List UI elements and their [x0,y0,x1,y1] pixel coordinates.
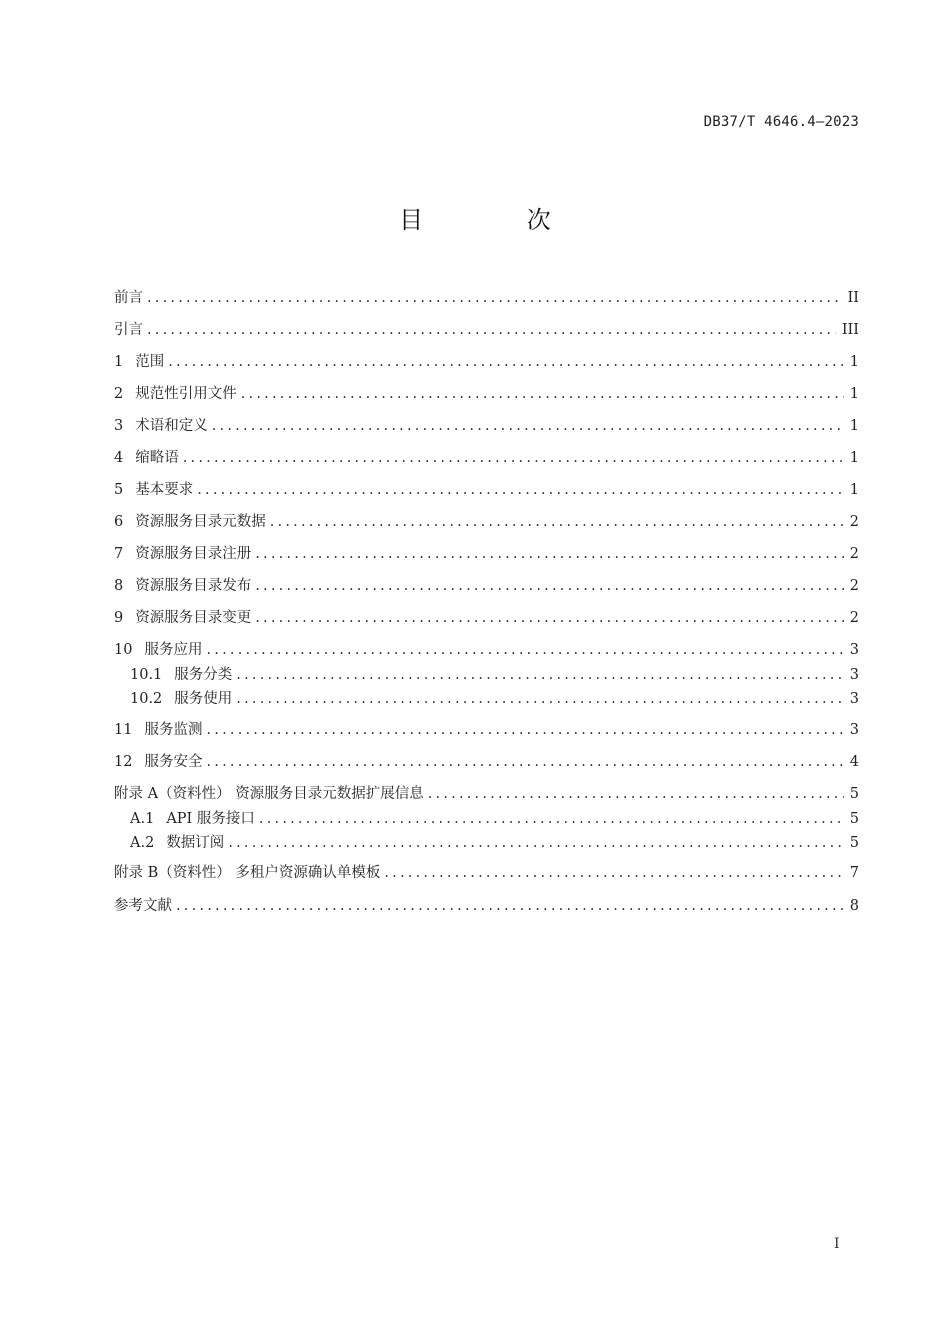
toc-entry-10-1[interactable] [130,665,859,685]
dot-leader [241,384,844,404]
toc-entry-a-1[interactable] [130,809,859,829]
toc-entry-9[interactable] [114,608,859,628]
toc-entry-label: 缩略语 [135,450,179,466]
toc-entry-number: 1 [114,354,124,370]
toc-entry-number: 8 [114,578,124,594]
toc-entry-page: 1 [849,450,859,466]
toc-entry-page: 7 [849,865,859,881]
dot-leader [384,863,843,883]
dot-leader [212,416,844,436]
toc-entry-references[interactable] [114,896,859,916]
dot-leader [206,640,843,660]
dot-leader [270,512,844,532]
toc-entry-number: 10.2 [130,691,163,707]
dot-leader [428,784,844,804]
toc-entry-number: 10.1 [130,667,163,683]
toc-entry-label: 服务监测 [144,722,203,738]
dot-leader [183,448,844,468]
toc-entry-label: 资源服务目录发布 [135,578,252,594]
toc-entry-1[interactable] [114,352,859,372]
toc-entry-appendix-a[interactable] [114,784,859,804]
toc-entry-page: 3 [849,642,859,658]
toc-entry-number: 9 [114,610,124,626]
toc-entry-3[interactable] [114,416,859,436]
dot-leader [206,752,843,772]
toc-entry-8[interactable] [114,576,859,596]
toc-entry-label: 附录 B（资料性） 多租户资源确认单模板 [114,865,381,881]
toc-entry-page: 1 [849,354,859,370]
dot-leader [147,320,836,340]
toc-entry-page: 2 [849,514,859,530]
toc-entry-number: 11 [114,722,133,738]
dot-leader [255,576,844,596]
toc-entry-appendix-b[interactable] [114,863,859,883]
toc-entry-label: 服务安全 [144,754,203,770]
toc-entry-page: 3 [849,691,859,707]
toc-entry-page: 4 [849,754,859,770]
toc-entry-6[interactable] [114,512,859,532]
toc-entry-number: A.2 [130,835,155,851]
toc-entry-label: 参考文献 [114,898,172,914]
dot-leader [236,689,843,709]
dot-leader [228,833,843,853]
toc-entry-7[interactable] [114,544,859,564]
toc-entry-label: 服务分类 [174,667,233,683]
toc-entry-page: 1 [849,482,859,498]
toc-entry-label: 数据订阅 [166,835,225,851]
toc-entry-10[interactable] [114,640,859,660]
toc-entry-label: 资源服务目录元数据 [135,514,266,530]
toc-entry-page: 5 [849,811,859,827]
toc-entry-number: 10 [114,642,133,658]
toc-entry-number: 5 [114,482,124,498]
dot-leader [168,352,844,372]
toc-entry-introduction[interactable] [114,320,859,340]
toc-entry-number: 2 [114,386,124,402]
toc-entry-page: 3 [849,722,859,738]
toc-entry-page: 5 [849,835,859,851]
document-code: DB37/T 4646.4—2023 [703,114,859,130]
dot-leader [259,809,844,829]
toc-entry-page: 1 [849,418,859,434]
dot-leader [236,665,843,685]
dot-leader [197,480,844,500]
toc-entry-page: 2 [849,610,859,626]
toc-entry-number: 6 [114,514,124,530]
toc-entry-label: 附录 A（资料性） 资源服务目录元数据扩展信息 [114,786,424,802]
dot-leader [255,544,844,564]
toc-entry-label: 服务应用 [144,642,203,658]
toc-entry-page: III [841,322,859,338]
toc-entry-label: 服务使用 [174,691,233,707]
toc-entry-page: 1 [849,386,859,402]
toc-entry-label: 引言 [114,322,143,338]
toc-entry-number: A.1 [130,811,155,827]
toc-entry-label: 规范性引用文件 [135,386,237,402]
page-number: I [834,1236,840,1252]
toc-entry-label: 范围 [135,354,165,370]
toc-entry-label: API 服务接口 [166,811,255,827]
toc-entry-label: 资源服务目录变更 [135,610,252,626]
toc-entry-a-2[interactable] [130,833,859,853]
dot-leader [206,720,843,740]
toc-entry-page: 3 [849,667,859,683]
dot-leader [255,608,844,628]
toc-entry-label: 基本要求 [135,482,194,498]
toc-entry-page: 5 [849,786,859,802]
toc-entry-preface[interactable] [114,288,859,308]
dot-leader [176,896,844,916]
toc-entry-11[interactable] [114,720,859,740]
toc-entry-number: 7 [114,546,124,562]
toc-entry-12[interactable] [114,752,859,772]
page-title: 目 次 [399,206,599,234]
toc-entry-page: 8 [849,898,859,914]
toc-entry-label: 资源服务目录注册 [135,546,252,562]
toc-entry-2[interactable] [114,384,859,404]
toc-entry-label: 前言 [114,290,143,306]
toc-entry-label: 术语和定义 [135,418,208,434]
toc-entry-10-2[interactable] [130,689,859,709]
toc-entry-4[interactable] [114,448,859,468]
toc-entry-page: 2 [849,578,859,594]
toc-entry-number: 3 [114,418,124,434]
toc-entry-page: II [847,290,859,306]
toc-entry-page: 2 [849,546,859,562]
dot-leader [147,288,842,308]
toc-entry-5[interactable] [114,480,859,500]
toc-entry-number: 4 [114,450,124,466]
toc-entry-number: 12 [114,754,133,770]
